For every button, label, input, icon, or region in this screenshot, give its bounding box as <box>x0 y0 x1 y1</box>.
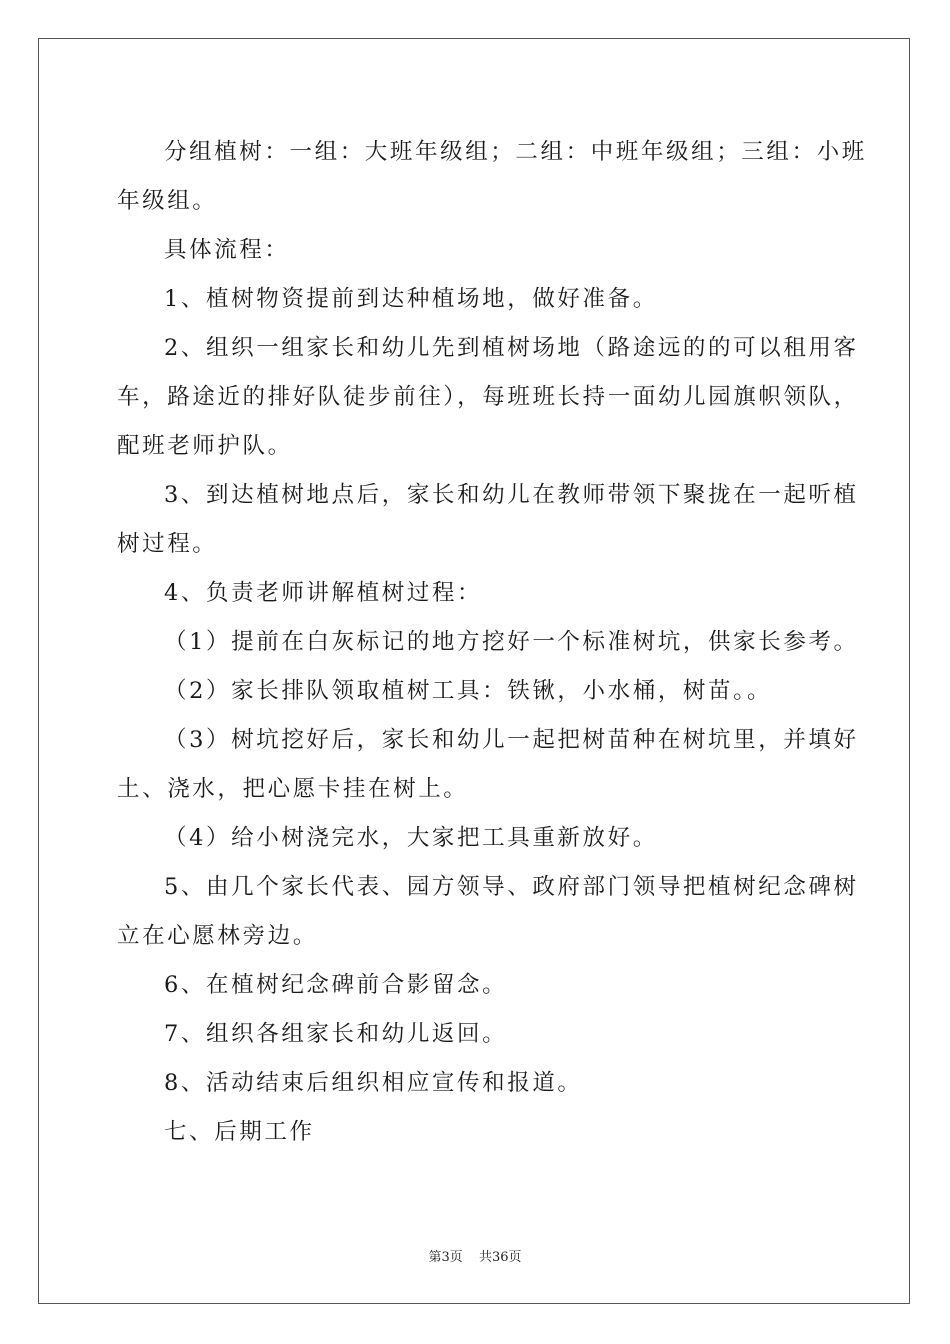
text-line: 7、组织各组家长和幼儿返回。 <box>164 1021 508 1047</box>
page-total: 共36页 <box>478 1250 522 1265</box>
text-line: 土、浇水，把心愿卡挂在树上。 <box>117 776 469 802</box>
text-line: 8、活动结束后组织相应宣传和报道。 <box>164 1070 583 1096</box>
text-line: 年级组。 <box>117 188 218 214</box>
text-line: 2、组织一组家长和幼儿先到植树场地（路途远的的可以租用客 <box>164 335 859 361</box>
text-line: （2）家长排队领取植树工具：铁锹，小水桶，树苗。。 <box>164 678 773 704</box>
page-number: 第3页 <box>428 1250 463 1265</box>
text-line: 3、到达植树地点后，家长和幼儿在教师带领下聚拢在一起听植 <box>164 482 859 508</box>
document-body <box>117 128 867 1157</box>
text-line: 具体流程： <box>164 237 290 263</box>
section-heading: 七、后期工作 <box>164 1119 315 1145</box>
text-line: 配班老师护队。 <box>117 433 293 459</box>
text-line: 立在心愿林旁边。 <box>117 923 318 949</box>
text-line: （4）给小树浇完水，大家把工具重新放好。 <box>164 825 658 851</box>
text-line: （3）树坑挖好后，家长和幼儿一起把树苗种在树坑里，并填好 <box>164 727 859 753</box>
text-line: 1、植树物资提前到达种植场地，做好准备。 <box>164 286 658 312</box>
text-line: 6、在植树纪念碑前合影留念。 <box>164 972 508 998</box>
text-line: 树过程。 <box>117 531 218 557</box>
text-line: 分组植树：一组：大班年级组；二组：中班年级组；三组：小班 <box>164 139 867 165</box>
text-line: 5、由几个家长代表、园方领导、政府部门领导把植树纪念碑树 <box>164 874 859 900</box>
page-footer <box>0 1246 950 1265</box>
text-line: （1）提前在白灰标记的地方挖好一个标准树坑，供家长参考。 <box>164 629 859 655</box>
text-line: 4、负责老师讲解植树过程： <box>164 580 483 606</box>
text-line: 车，路途近的排好队徒步前往），每班班长持一面幼儿园旗帜领队， <box>117 384 859 410</box>
